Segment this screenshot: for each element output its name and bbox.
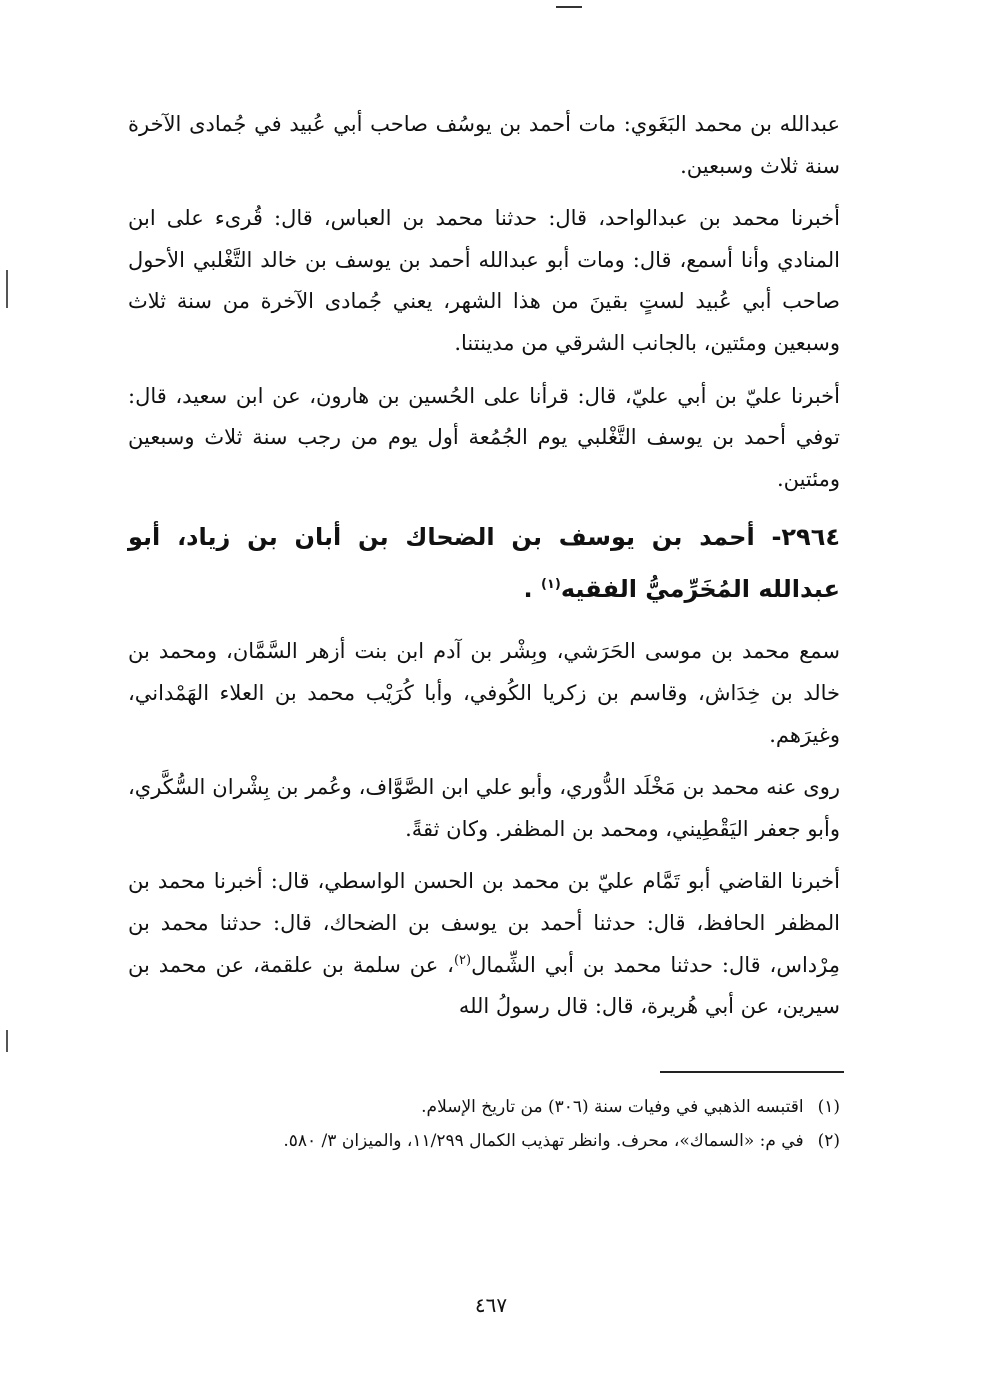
entry-heading-tail: . bbox=[523, 575, 541, 604]
footnotes bbox=[140, 1090, 840, 1158]
footnote-number: (٢) bbox=[817, 1131, 840, 1151]
top-crop-mark bbox=[556, 6, 582, 8]
paragraph: أخبرنا عليّ بن أبي عليّ، قال: قرأنا على الحُسين بن هارون، عن ابن سعيد، قال: توفي أحمد بن يوسف التَّغْلبي يوم الجُمُعة أول يوم من رجب سنة ثلاث وسبعين ومئتين. bbox=[128, 383, 840, 491]
scan-edge-mark bbox=[6, 1030, 8, 1052]
footnote-ref-2[interactable]: (٢) bbox=[453, 952, 472, 968]
paragraph bbox=[128, 861, 840, 1027]
footnote-divider bbox=[660, 1071, 844, 1073]
paragraph: سمع محمد بن موسى الحَرَشي، وبِشْر بن آدم ابن بنت أزهر السَّمَّان، ومحمد بن خالد بن خِدَاش، وقاسم بن زكريا الكُوفي، وأبا كُرَيْب محمد بن العلاء الهَمْداني، وغيرَهم. bbox=[128, 639, 840, 747]
paragraph: أخبرنا محمد بن عبدالواحد، قال: حدثنا محمد بن العباس، قال: قُرىء على ابن المنادي وأنا أسمع، قال: ومات أبو عبدالله أحمد بن يوسف بن خالد التَّغْلبي الأحول صاحب أبي عُبيد لستٍ بقينَ من هذا الشهر، يعني جُمادى الآخرة من سنة ثلاث وسبعين ومئتين، بالجانب الشرقي من مدينتنا. bbox=[128, 206, 840, 355]
footnote-ref-1[interactable]: (١) bbox=[540, 577, 561, 593]
scan-edge-mark bbox=[6, 270, 8, 308]
paragraph-text: أخبرنا القاضي أبو تَمَّام عليّ بن محمد بن الحسن الواسطي، قال: أخبرنا محمد بن المظفر الحافظ، قال: حدثنا أحمد بن يوسف بن الضحاك، قال: حدثنا محمد بن مِرْداس، قال: حدثنا محمد بن أبي الشِّمال bbox=[128, 869, 840, 977]
main-text bbox=[128, 104, 840, 1028]
footnote-text: اقتبسه الذهبي في وفيات سنة (٣٠٦) من تاريخ الإسلام. bbox=[421, 1097, 804, 1117]
page-number: ٤٦٧ bbox=[474, 1293, 508, 1317]
footnote bbox=[140, 1090, 840, 1124]
paragraph: عبدالله بن محمد البَغَوي: مات أحمد بن يوسُف صاحب أبي عُبيد في جُمادى الآخرة سنة ثلاث وسبعين. bbox=[128, 112, 840, 178]
entry-heading-text: ٢٩٦٤- أحمد بن يوسف بن الضحاك بن أبان بن زياد، أبو عبدالله المُخَرِّميُّ الفقيه bbox=[128, 523, 840, 604]
footnote bbox=[140, 1124, 840, 1158]
paragraph: روى عنه محمد بن مَخْلَد الدُّوري، وأبو علي ابن الصَّوَّاف، وعُمر بن بِشْران السُّكَّري، وأبو جعفر اليَقْطِيني، ومحمد بن المظفر. وكان ثقةً. bbox=[128, 775, 840, 841]
footnote-number: (١) bbox=[817, 1097, 840, 1117]
footnote-text: في م: «السماك»، محرف. وانظر تهذيب الكمال ١١/٢٩٩، والميزان ٣/ ٥٨٠. bbox=[283, 1131, 804, 1151]
entry-heading bbox=[128, 511, 840, 615]
paragraph-text: ، عن سلمة بن علقمة، عن محمد بن سيرين، عن أبي هُريرة، قال: قال رسولُ الله bbox=[128, 952, 840, 1019]
